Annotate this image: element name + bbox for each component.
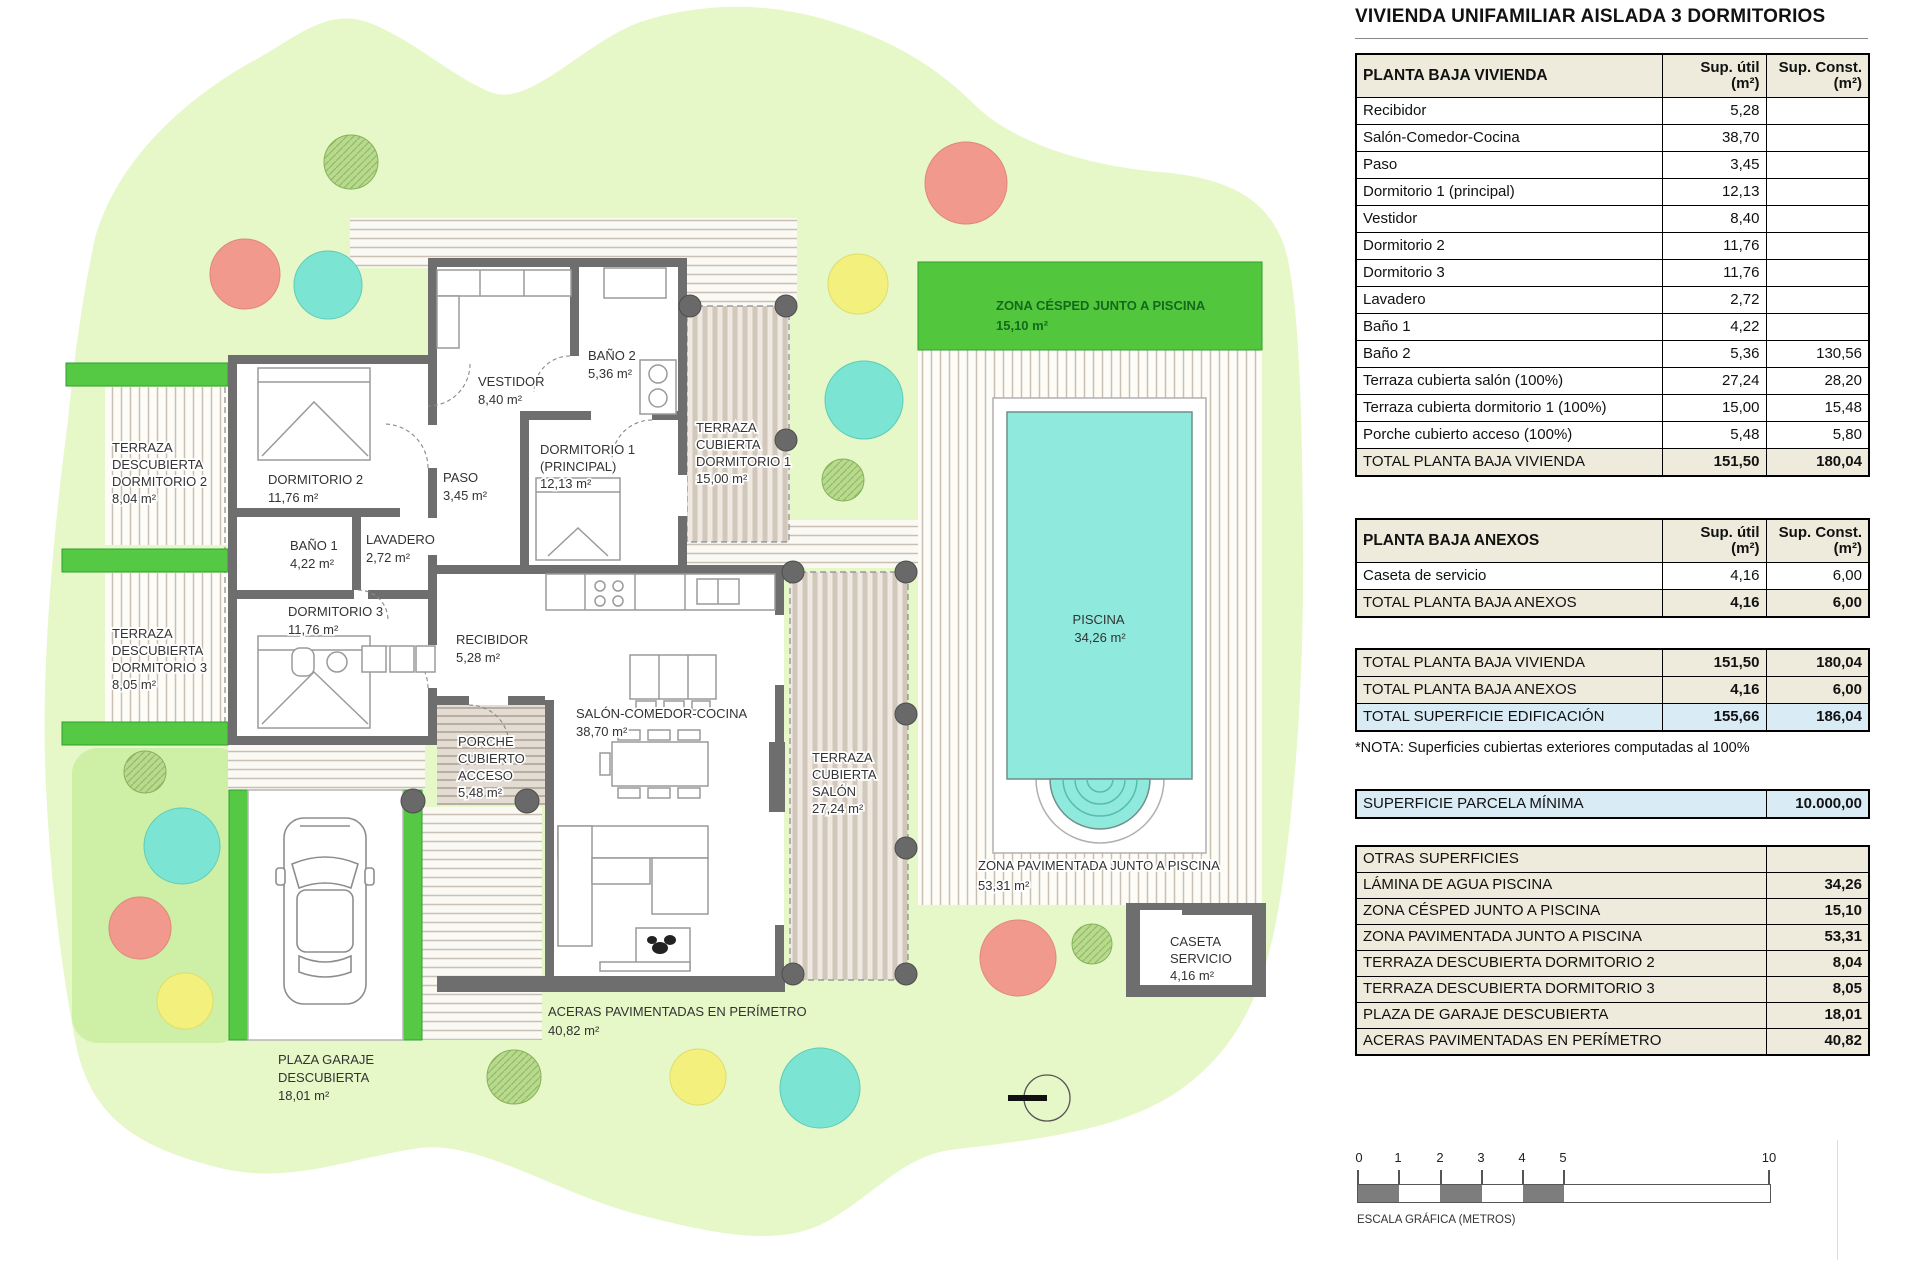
room-label-paso: PASO 3,45 m² bbox=[443, 470, 488, 503]
bed-dorm2 bbox=[258, 368, 370, 460]
tree-olive bbox=[324, 135, 378, 189]
tree-yellow bbox=[828, 254, 888, 314]
table-row: Caseta de servicio 4,16 6,00 bbox=[1356, 563, 1869, 590]
table-row: ACERAS PAVIMENTADAS EN PERÍMETRO 40,82 bbox=[1356, 1029, 1869, 1056]
tree-olive bbox=[487, 1050, 541, 1104]
table-row: Paso 3,45 bbox=[1356, 152, 1869, 179]
table-total-row: TOTAL PLANTA BAJA ANEXOS 4,16 6,00 bbox=[1356, 590, 1869, 618]
car bbox=[276, 818, 374, 1004]
room-label-terraza-cub-salon: TERRAZA CUBIERTA SALÓN 27,24 m² bbox=[812, 750, 876, 816]
label-zona-cesped: ZONA CÉSPED JUNTO A PISCINA 15,10 m² bbox=[996, 298, 1205, 333]
tree-teal bbox=[294, 251, 362, 319]
table-title-cell: PLANTA BAJA VIVIENDA bbox=[1356, 54, 1662, 98]
tv-unit bbox=[600, 962, 690, 971]
kitchen-island bbox=[630, 655, 716, 710]
bed-dorm3 bbox=[258, 636, 370, 728]
table-row: Terraza cubierta salón (100%) 27,24 28,20 bbox=[1356, 368, 1869, 395]
table-title-cell: OTRAS SUPERFICIES bbox=[1356, 846, 1766, 873]
tree-teal bbox=[144, 808, 220, 884]
tree-salmon bbox=[109, 897, 171, 959]
room-label-terraza-dorm2: TERRAZA DESCUBIERTA DORMITORIO 2 8,04 m² bbox=[112, 440, 208, 506]
page-title: VIVIENDA UNIFAMILIAR AISLADA 3 DORMITORIOS bbox=[1355, 6, 1868, 39]
tree-teal bbox=[825, 361, 903, 439]
table-row: Dormitorio 2 11,76 bbox=[1356, 233, 1869, 260]
table-total-row: TOTAL PLANTA BAJA VIVIENDA 151,50 180,04 bbox=[1356, 449, 1869, 477]
table-title-cell: PLANTA BAJA ANEXOS bbox=[1356, 519, 1662, 563]
table-row: LÁMINA DE AGUA PISCINA 34,26 bbox=[1356, 873, 1869, 899]
label-zona-pavimentada: ZONA PAVIMENTADA JUNTO A PISCINA 53,31 m² bbox=[978, 858, 1220, 893]
table-header-row bbox=[1356, 519, 1869, 563]
tree-olive bbox=[822, 459, 864, 501]
room-label-dorm3: DORMITORIO 3 11,76 m² bbox=[288, 604, 384, 637]
table-row: TERRAZA DESCUBIERTA DORMITORIO 3 8,05 bbox=[1356, 977, 1869, 1003]
scale-tick-label: 10 bbox=[1761, 1150, 1777, 1165]
table-header-row bbox=[1356, 54, 1869, 98]
table-row: ZONA PAVIMENTADA JUNTO A PISCINA 53,31 bbox=[1356, 925, 1869, 951]
room-label-dorm2: DORMITORIO 2 11,76 m² bbox=[268, 472, 364, 505]
table-total-row: TOTAL PLANTA BAJA VIVIENDA 151,50 180,04 bbox=[1356, 649, 1869, 677]
scale-tick-label: 0 bbox=[1355, 1150, 1363, 1165]
room-label-terraza-cub-dorm1: TERRAZA CUBIERTA DORMITORIO 1 15,00 m² bbox=[696, 420, 792, 486]
room-label-terraza-dorm3: TERRAZA DESCUBIERTA DORMITORIO 3 8,05 m² bbox=[112, 626, 208, 692]
otras-superficies-table bbox=[1355, 845, 1870, 1056]
kitchen-counter bbox=[546, 574, 775, 610]
room-label-bano1: BAÑO 1 4,22 m² bbox=[290, 538, 338, 571]
room-label-recibidor: RECIBIDOR 5,28 m² bbox=[456, 632, 529, 665]
col-sup-util: Sup. útil (m²) bbox=[1662, 54, 1766, 98]
tree-olive bbox=[1072, 924, 1112, 964]
table-row: Salón-Comedor-Cocina 38,70 bbox=[1356, 125, 1869, 152]
sheet-gridline bbox=[1837, 1140, 1838, 1260]
planta-baja-vivienda-table bbox=[1355, 53, 1870, 477]
table-grand-total-row: TOTAL SUPERFICIE EDIFICACIÓN 155,66 186,04 bbox=[1356, 704, 1869, 732]
scale-bar bbox=[1357, 1184, 1771, 1203]
table-header-row bbox=[1356, 846, 1869, 873]
table-row: TERRAZA DESCUBIERTA DORMITORIO 2 8,04 bbox=[1356, 951, 1869, 977]
room-label-dorm1: DORMITORIO 1 (PRINCIPAL) 12,13 m² bbox=[540, 442, 636, 491]
laundry-machines bbox=[362, 646, 435, 672]
table-row: Terraza cubierta dormitorio 1 (100%) 15,00 15,48 bbox=[1356, 395, 1869, 422]
room-label-bano2: BAÑO 2 5,36 m² bbox=[588, 348, 636, 381]
table-row: SUPERFICIE PARCELA MÍNIMA 10.000,00 bbox=[1356, 790, 1869, 818]
table-row: ZONA CÉSPED JUNTO A PISCINA 15,10 bbox=[1356, 899, 1869, 925]
label-plaza-garaje: PLAZA GARAJE DESCUBIERTA 18,01 m² bbox=[278, 1052, 375, 1103]
scale-caption: ESCALA GRÁFICA (METROS) bbox=[1357, 1214, 1516, 1226]
tree-yellow bbox=[157, 973, 213, 1029]
table-row: Dormitorio 1 (principal) 12,13 bbox=[1356, 179, 1869, 206]
scale-tick-label: 2 bbox=[1436, 1150, 1444, 1165]
table-row: Recibidor 5,28 bbox=[1356, 98, 1869, 125]
tree-salmon bbox=[925, 142, 1007, 224]
room-label-porche: PORCHE CUBIERTO ACCESO 5,48 m² bbox=[458, 734, 525, 800]
room-label-vestidor: VESTIDOR 8,40 m² bbox=[478, 374, 545, 407]
scale-tick-label: 4 bbox=[1518, 1150, 1526, 1165]
tree-yellow bbox=[670, 1049, 726, 1105]
room-label-salon: SALÓN-COMEDOR-COCINA 38,70 m² bbox=[576, 706, 747, 739]
col-sup-util: Sup. útil (m²) bbox=[1662, 519, 1766, 563]
tree-salmon bbox=[980, 920, 1056, 996]
table-total-row: TOTAL PLANTA BAJA ANEXOS 4,16 6,00 bbox=[1356, 677, 1869, 704]
label-piscina: PISCINA 34,26 m² bbox=[1072, 612, 1126, 645]
col-sup-const: Sup. Const. (m²) bbox=[1766, 519, 1869, 563]
col-sup-const: Sup. Const. (m²) bbox=[1766, 54, 1869, 98]
room-label-lavadero: LAVADERO 2,72 m² bbox=[366, 532, 435, 565]
tree-teal bbox=[780, 1048, 860, 1128]
table-row: Baño 2 5,36 130,56 bbox=[1356, 341, 1869, 368]
table-row: Baño 1 4,22 bbox=[1356, 314, 1869, 341]
table-row: Vestidor 8,40 bbox=[1356, 206, 1869, 233]
label-aceras: ACERAS PAVIMENTADAS EN PERÍMETRO 40,82 m² bbox=[548, 1004, 807, 1038]
scale-tick-label: 5 bbox=[1559, 1150, 1567, 1165]
label-caseta: CASETA SERVICIO 4,16 m² bbox=[1170, 934, 1232, 983]
table-row: Lavadero 2,72 bbox=[1356, 287, 1869, 314]
tree-salmon bbox=[210, 239, 280, 309]
table-row: PLAZA DE GARAJE DESCUBIERTA 18,01 bbox=[1356, 1003, 1869, 1029]
totals-table bbox=[1355, 648, 1870, 732]
planta-baja-anexos-table bbox=[1355, 518, 1870, 618]
scale-tick-label: 3 bbox=[1477, 1150, 1485, 1165]
scale-tick-label: 1 bbox=[1394, 1150, 1402, 1165]
tree-olive bbox=[124, 751, 166, 793]
table-row: Dormitorio 3 11,76 bbox=[1356, 260, 1869, 287]
parcela-minima-table bbox=[1355, 789, 1870, 819]
garage bbox=[248, 790, 403, 1040]
table-row: Porche cubierto acceso (100%) 5,48 5,80 bbox=[1356, 422, 1869, 449]
footnote: *NOTA: Superficies cubiertas exteriores computadas al 100% bbox=[1355, 740, 1750, 756]
